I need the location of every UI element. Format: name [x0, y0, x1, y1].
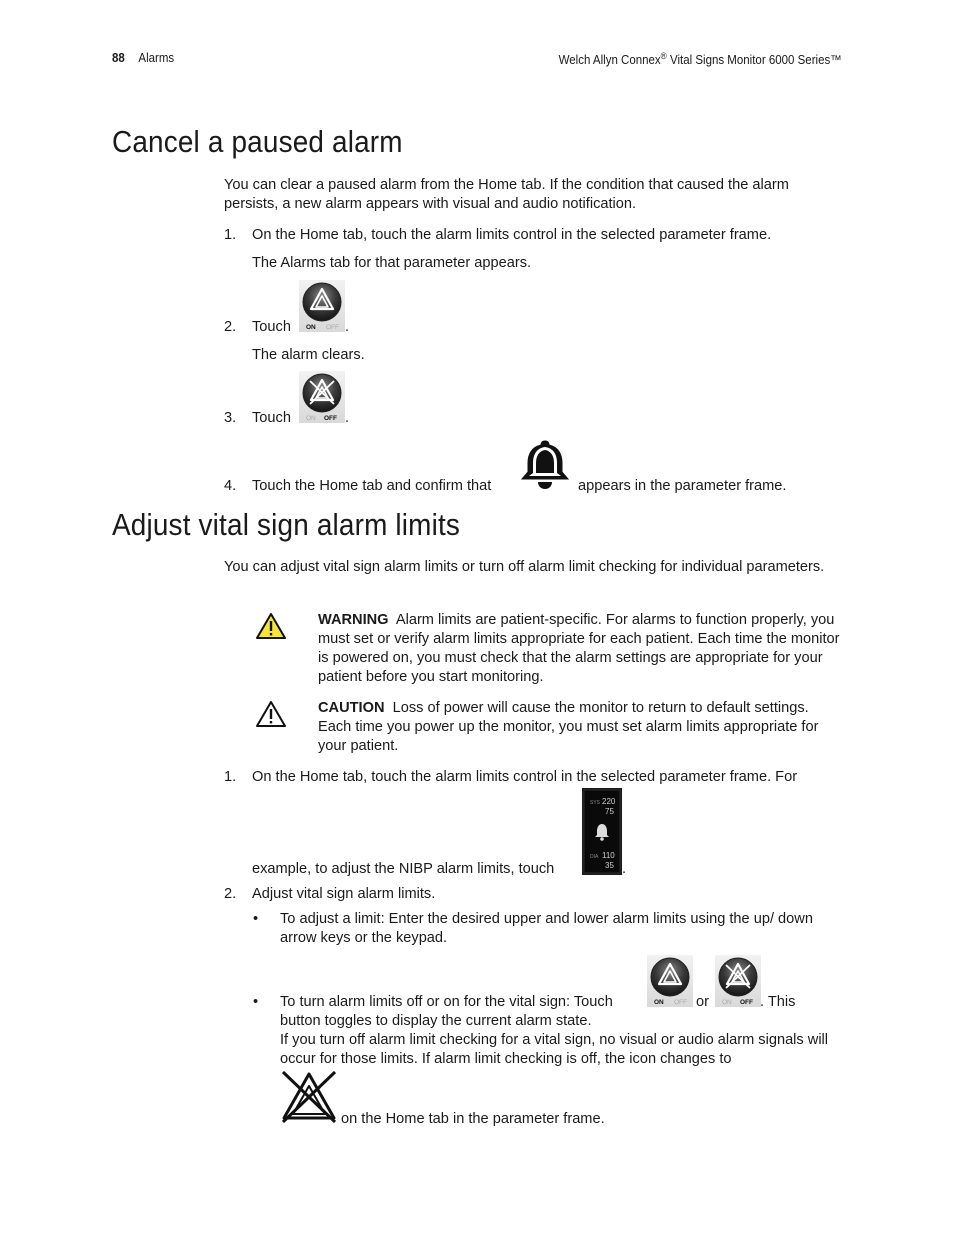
step-number: 1.: [224, 769, 237, 785]
warning-message: [318, 611, 844, 687]
caution-text: Loss of power will cause the monitor to return to default settings. Each time you power up the monitor, you must set alarm limits appropriate for your patient.: [318, 700, 819, 754]
section-title-cancel-paused-alarm: Cancel a paused alarm: [112, 124, 403, 159]
on-label: ON: [306, 415, 316, 422]
dia-low: 35: [605, 861, 614, 870]
alarm-on-button-icon: [299, 280, 345, 337]
bullet-text: . This: [760, 994, 796, 1010]
step-text: Touch: [252, 410, 291, 426]
step-number: 1.: [224, 227, 237, 243]
on-label: ON: [654, 999, 664, 1006]
step-text: On the Home tab, touch the alarm limits control in the selected parameter frame.: [252, 227, 772, 243]
sys-low: 75: [605, 807, 614, 816]
bullet: •: [253, 994, 259, 1010]
step-text: appears in the parameter frame.: [578, 478, 787, 494]
sys-high: 220: [602, 797, 616, 806]
step-result: The Alarms tab for that parameter appears.: [252, 255, 532, 271]
alarm-off-button-icon: [715, 955, 761, 1012]
dia-high: 110: [602, 851, 615, 860]
bullet-text: To turn alarm limits off or on for the vital sign: Touch: [280, 994, 613, 1010]
bullet: •: [253, 911, 259, 927]
section2-intro: You can adjust vital sign alarm limits or turn off alarm limit checking for individual parameters.: [224, 559, 825, 575]
bullet-text: To adjust a limit: Enter the desired upper and lower alarm limits using the up/ down arrow keys or the keypad.: [280, 911, 813, 946]
step-text: On the Home tab, touch the alarm limits control in the selected parameter frame. For: [252, 769, 798, 785]
step-text: Adjust vital sign alarm limits.: [252, 886, 436, 902]
bell-icon: [517, 436, 573, 497]
bullet-text: button toggles to display the current alarm state.: [280, 1013, 592, 1029]
bullet-text: If you turn off alarm limit checking for a vital sign, no visual or audio alarm signals will occur for those limits. If alarm limit checking is off, the icon changes to: [280, 1032, 829, 1067]
step-number: 4.: [224, 478, 237, 494]
dia-label: DIA: [590, 854, 599, 860]
on-label: ON: [722, 999, 732, 1006]
step-number: 2.: [224, 886, 237, 902]
page-number: 88: [112, 51, 125, 65]
sys-label: SYS: [590, 800, 601, 806]
on-label: ON: [306, 324, 316, 331]
running-header-right: [559, 51, 842, 67]
off-label: OFF: [324, 415, 337, 422]
running-header-left: [112, 51, 174, 65]
section1-intro: You can clear a paused alarm from the Home tab. If the condition that caused the alarm persists, a new alarm appears with visual and audio notification.: [224, 177, 789, 212]
section-name: Alarms: [138, 51, 175, 65]
caution-label: CAUTION: [318, 700, 385, 716]
bullet-text: on the Home tab in the parameter frame.: [341, 1111, 605, 1127]
book-title: Welch Allyn Connex: [558, 53, 661, 68]
warning-text: Alarm limits are patient-specific. For alarms to function properly, you must set or verify alarm limits appropriate for each patient. Each time the monitor is powered on, you must check that the alarm settings are appropriate for your patient before you start monitoring.: [318, 612, 840, 685]
warning-icon: [255, 612, 287, 645]
or-text: or: [696, 994, 709, 1010]
step-text: Touch: [252, 319, 291, 335]
caution-icon: [255, 700, 287, 733]
step-number: 3.: [224, 410, 237, 426]
section-title-adjust-alarm-limits: Adjust vital sign alarm limits: [112, 507, 461, 542]
step-end: .: [345, 319, 350, 335]
caution-message: [318, 699, 844, 756]
step-end: .: [622, 861, 627, 877]
alarm-on-button-icon: [647, 955, 693, 1012]
warning-label: WARNING: [318, 612, 389, 628]
off-label: OFF: [326, 324, 339, 331]
step-text: Touch the Home tab and confirm that: [252, 478, 492, 494]
alarm-off-button-icon: [299, 371, 345, 428]
step-number: 2.: [224, 319, 237, 335]
nibp-alarm-limits-tile: [582, 788, 622, 880]
alarm-limits-off-icon: [281, 1069, 337, 1130]
registered-mark: ®: [660, 51, 668, 61]
step-text-continued: example, to adjust the NIBP alarm limits, touch: [252, 861, 555, 877]
book-title-rest: Vital Signs Monitor 6000 Series™: [667, 53, 842, 68]
step-end: .: [345, 410, 350, 426]
off-label: OFF: [740, 999, 753, 1006]
off-label: OFF: [674, 999, 687, 1006]
step-result: The alarm clears.: [252, 347, 365, 363]
